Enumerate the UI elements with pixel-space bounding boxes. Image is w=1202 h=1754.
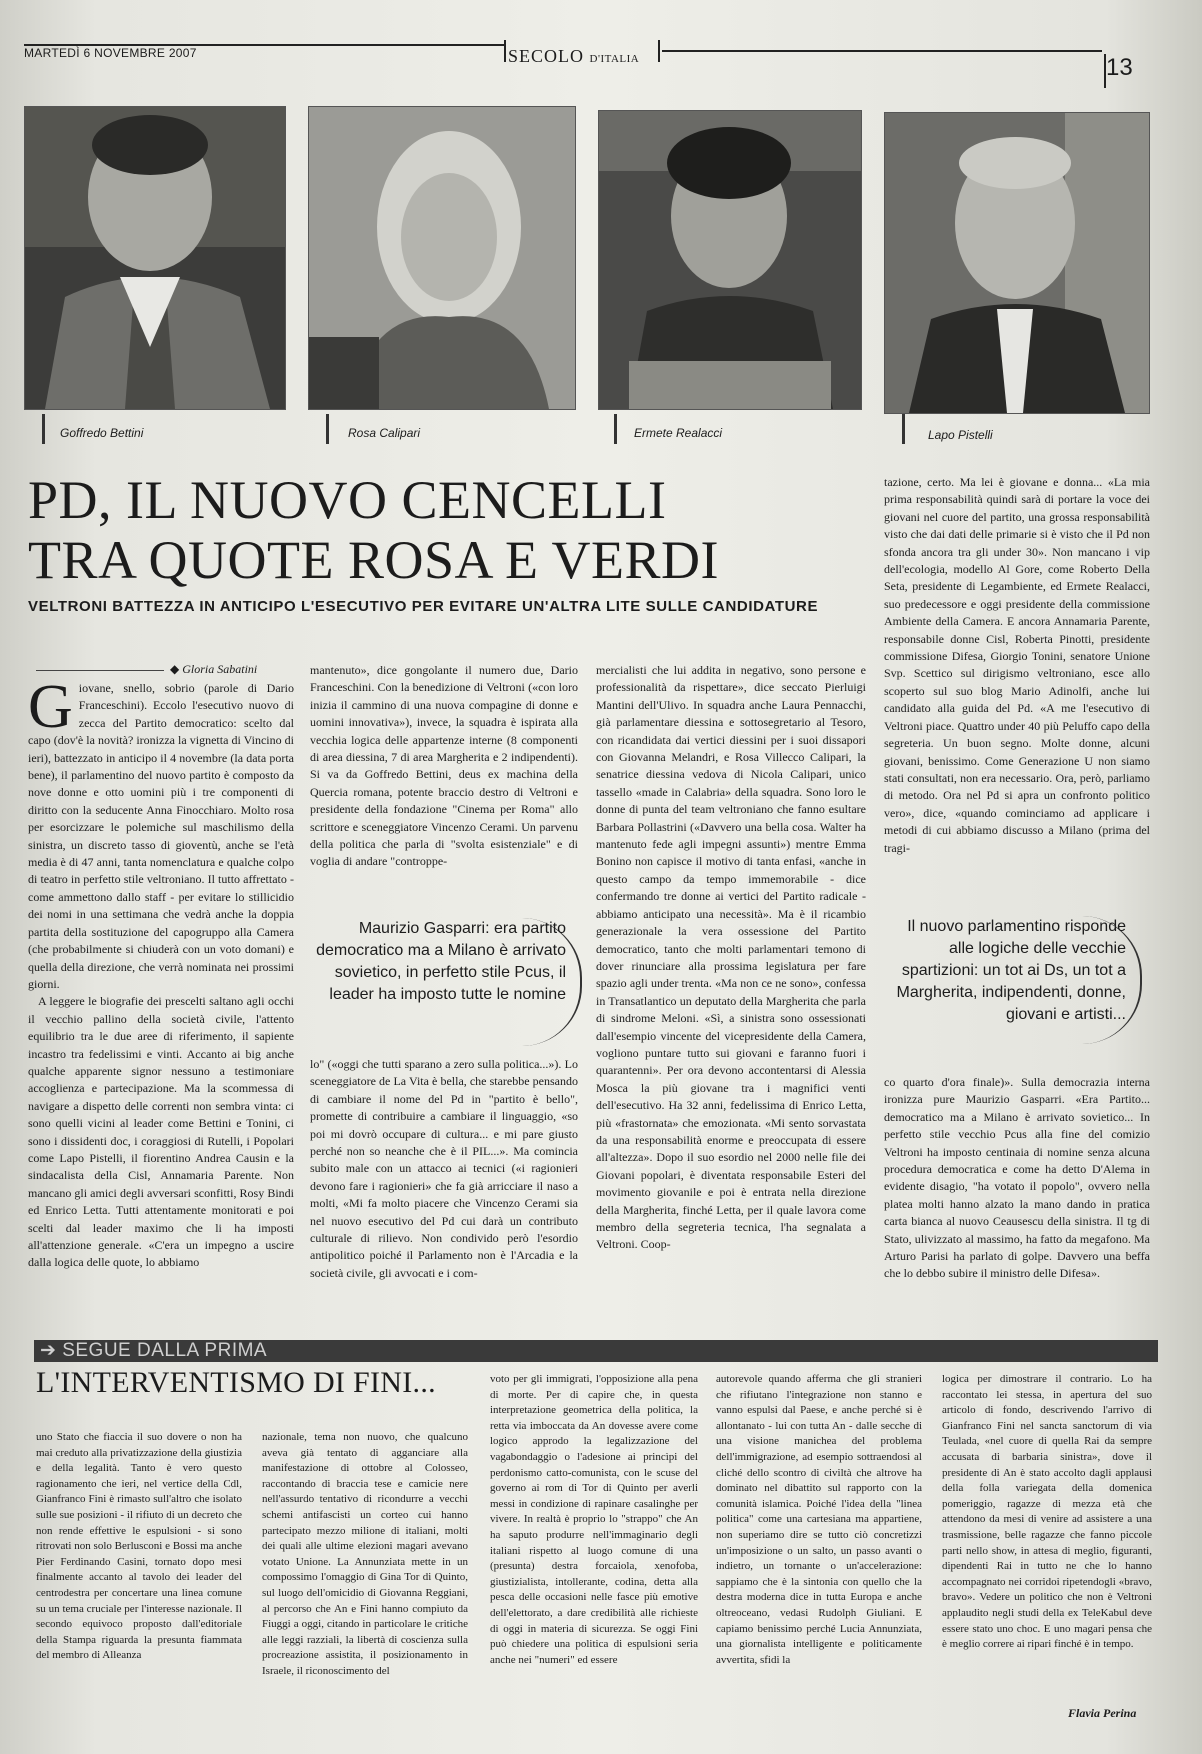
photo-ermete-realacci bbox=[598, 110, 862, 410]
photo-caption: Ermete Realacci bbox=[634, 426, 723, 440]
article-column-2-bottom: lo" («oggi che tutti sparano a zero sulla politica...»). Lo sceneggiatore de La Vita è bella, che starebbe pensando di cambiare il nome del Pd in "partito è bello", promette di contribuire a cambiare il linguaggio, «so poi mi dovrò occupare di cultura... e mi pare giusto perché non so neanche che è il PIL...». Ma comincia subito male con un attacco ai tecnici («i ragionieri devono fare i ragionieri» che fa già arricciare il naso a molti, «Mi fa molto piacere che Vincenzo Cerami sia nel nuovo esecutivo del Pd cui darà un contributo culturale di rilievo. Non condivido però l'esordio antipolitico poiché il Parlamento non è l'Arcadia e la società civile, gli avvocati e i com- bbox=[310, 1057, 578, 1280]
article-column-4-bottom: co quarto d'ora finale)». Sulla democrazia interna ironizza pure Maurizio Gasparri. «Era Partito... democratico ma a Milano è arrivato sovietico... In perfetto stile vecchio Pcus alla fine del comizio Veltroni ha imposto centinaia di nomine senza alcuna procedura democratica e come ha detto D'Alema in evidente disagio, "ha votato il popolo", ovvero nella platea molti hanno alzato la mano dando in pratica carta bianca al nuovo Ceausescu della sinistra. Il tg di Stato, ulivizzato al massimo, ha fatto da megafono. Ma Arturo Parisi ha parlato di golpe. Davvero una beffa che lo debbo subire il ministro delle Difesa». bbox=[884, 1075, 1150, 1281]
headline-line: PD, IL NUOVO CENCELLI bbox=[28, 470, 667, 530]
second-article-column-3: voto per gli immigrati, l'opposizione alla pena di morte. Per di capire che, in questa interpretazione geometrica della politica, la retta via imboccata da An dovesse avere come logico approdo la legalizzazione del vagabondaggio o l'adesione ai princìpi del perdonismo catto-comunista, con le scuse del governo ai rom di Tor di Quinto per averli messi in condizione di rapinare casalinghe per vivere. In realtà è proprio lo "strappo" che An ha saputo produrre nell'immaginario degli italiani rispetto al luogo comune di una (presunta) destra forcaiola, xenofoba, giustizialista, intollerante, codina, detta alla pesca delle occasioni nelle fasce più emotive dell'elettorato, a dare credibilità alle richieste di oggi in materia di sicurezza. Se oggi Fini può chiedere una politica di espulsioni seria anche nei "numeri" ed essere bbox=[490, 1373, 698, 1666]
page-number: 13 bbox=[1106, 54, 1133, 81]
author-name: Gloria Sabatini bbox=[182, 662, 258, 676]
pull-quote-gasparri: Maurizio Gasparri: era partito democratico ma a Milano è arrivato sovietico, in perfetto stile Pcus, il leader ha imposto tutte le nomine bbox=[316, 918, 582, 1046]
portrait-man-icon bbox=[885, 113, 1149, 413]
headline-line: TRA QUOTE ROSA E VERDI bbox=[28, 530, 720, 590]
paper-name bbox=[508, 46, 639, 67]
second-article-column-5: logica per dimostrare il contrario. Lo ha raccontato lei stessa, in apertura del suo articolo di fondo, descrivendo l'arrivo di Gianfranco Fini nel sancta sanctorum di via Teulada, «nel cuore di quella Rai da sempre accusata di barbaria sinistra», dove il presidente di An è stato accolto dagli applausi della folla variegata della domenica pomeriggio, ragazze di mezza età che attendono da mesi di venire ad assistere a una trasmissione, belle ragazze che fanno piccole parti nello show, in attesa di meglio, figuranti, dipendenti Rai in tutto ne che lo hanno accompagnato nei corridoi ripetendogli «bravo, bravo». Vedere un politico che non è Veltroni applaudito negli studi della ex TeleKabul deve essere stato uno choc. E uno magari pensa che è meglio correre ai ripari finché è in tempo. bbox=[942, 1373, 1152, 1651]
second-article-column-4: autorevole quando afferma che gli stranieri che rifiutano l'integrazione non stanno e vanno espulsi dal Paese, e anche perché si è allontanato - lui con tutta An - dalle secche di una visione manichea del problema dell'immigrazione, ad esempio sottraendosi al cliché dello scontro di civiltà che altrove ha dominato nel dibattito sul rapporto con la comunità islamica. Poiché l'idea della "linea politica" come una cartesiana ma appartiene, non superiamo dire se tutto ciò concretizzi un'imposizione o un salto, un passo avanti o indietro, un tornante o un'accelerazione: sappiamo che è la sintonia con quello che la destra moderna dice in tutta Europa e anche oltreoceano, vedasi Rudolph Giuliani. E capiamo benissimo perché Lucia Annunziata, una giornalista intelligente e politicamente avvertita, sfidi la bbox=[716, 1373, 922, 1666]
paragraph: A leggere le biografie dei prescelti saltano agli occhi il vecchio pallino della società civile, l'attento equilibrio tra le due aree di riferimento, il sapiente incastro tra fedelissimi e vinti. Accanto ai big anche qualche apparente signor nessuno a testimoniare accoglienza e partecipazione. Ma la scommessa di navigare a dispetto delle correnti non sembra vinta: ci sono quelli vicini al leader come Bettini e Tonini, ci sono i dissidenti doc, i coraggiosi di Rutelli, i Popolari come Lapo Pistelli, il fiorentino Andrea Causin e la sindacalista della Cisl, Annamaria Parente. Non mancano gli amici degli avversari sconfitti, Rosy Bindi ed Enrico Letta. Tutti attentamente monitorati e poi scelti dal leader maximo che li ha imposti all'attenzione generale. «C'era un impegno a uscire dalla logica delle quote, lo abbiamo bbox=[28, 994, 294, 1270]
drop-cap: G bbox=[28, 680, 73, 741]
masthead-separator bbox=[504, 40, 506, 62]
paragraph: iovane, snello, sobrio (parole di Dario Franceschini). Eccolo l'esecutivo nuovo di zecca del Partito democratico: scelto dal capo (dov'è la novità? ironizza la vignetta di Vincino di ieri), battezzato in anticipo il 4 novembre (la data porta bene), il parlamentino del nuovo partito è composto da nove donne e otto uomini più i tre componenti di diritto con la seducente Anna Finocchiaro. Molto rosa per esorcizzare le polemiche sul maschilismo della sinistra, un discreto tasso di gioventù, anche se l'età media è di 47 anni, tanta nomenclatura e qualche colpo di teatro in perfetto stile veltroniano. Il tutto affrettato - come ammettono dallo staff - per evitare lo stillicidio dei nomi in una settimana che vedrà anche la doppia partita della sostituzione del capogruppo alla Camera (che probabilmente si chiuderà con un voto domani) e quella della direzione, che verrà nominata nei prossimi giorni. bbox=[28, 681, 294, 991]
pull-quote-parlamentino: Il nuovo parlamentino risponde alle logiche delle vecchie spartizioni: un tot ai Ds, un tot a Margherita, indipendenti, donne, giovani e artisti... bbox=[890, 916, 1142, 1044]
kicker-text: SEGUE DALLA PRIMA bbox=[62, 1340, 268, 1361]
article-column-4-top: tazione, certo. Ma lei è giovane e donna... «La mia prima responsabilità quindi sarà di portare la voce dei giovani nel cuore del partito, una grossa responsabilità visto che dai dati delle primarie si è visto che il Pd non sfonda ancora tra gli under 30». Non mancano i vip dell'ecologia, modello Al Gore, come Roberto Della Seta, presidente di Legambiente, ed Ermete Realacci, suo predecessore e oggi presidente della commissione Ambiente della Camera. E ancora Annamaria Parente, responsabile donne Cisl, Roberta Pinotti, presidente commissione Difesa, Giorgio Tonini, senatore Unione Svp. Scettico sul dirigismo veltroniano, esce allo scoperto sul suo blog Mario Adinolfi, anche lui candidato alla guida del Pd. «A me l'esecutivo di Veltroni piace. Quattro under 40 più Peluffo capo della segreteria. Un buon segno. Molte donne, alcuni giovani, benissimo. Come Generazione U non siamo stati consultati, non era necessario. Ora, però, parliamo di metodo. Ora nel Pd si apra un confronto politico vero», dice, «quando cominciamo ad applicare i metodi di cui abbiamo discusso a Milano (prima del tragi- bbox=[884, 475, 1150, 855]
photo-rosa-calipari bbox=[308, 106, 576, 410]
issue-date: MARTEDÌ 6 NOVEMBRE 2007 bbox=[24, 46, 197, 60]
caption-bar bbox=[614, 414, 617, 444]
byline: ◆ Gloria Sabatini bbox=[170, 662, 258, 676]
headline bbox=[28, 470, 719, 590]
segue-kicker bbox=[40, 1339, 267, 1362]
article-column-1 bbox=[28, 680, 294, 1306]
photo-lapo-pistelli bbox=[884, 112, 1150, 414]
portrait-man-icon bbox=[599, 111, 861, 409]
arrow-right-icon: ➔ bbox=[40, 1340, 63, 1361]
masthead-separator bbox=[658, 40, 660, 62]
paper-name-sub: D'ITALIA bbox=[589, 53, 640, 65]
photo-caption: Goffredo Bettini bbox=[60, 426, 144, 440]
author-rule bbox=[36, 670, 164, 671]
subheadline: VELTRONI BATTEZZA IN ANTICIPO L'ESECUTIVO PER EVITARE UN'ALTRA LITE SULLE CANDIDATURE bbox=[28, 598, 819, 615]
second-article-title: L'INTERVENTISMO DI FINI... bbox=[36, 1366, 436, 1399]
second-article-column-1: uno Stato che fiaccia il suo dovere o non ha mai creduto alla privatizzazione della giustizia e della legalità. Tanto è vero questo ragionamento che ieri, nel vertice della Cdl, Gianfranco Fini è rimasto sull'altro che isolato sulle sue posizioni - il rifiuto di un decreto che non rende effettive le espulsioni - si sono ritrovati non solo Berlusconi e Bossi ma anche Pier Ferdinando Casini, tornato dopo mesi finalmente accanto al tavolo dei leader del centrodestra per concertare una linea comune su un tema cruciale per l'interesse nazionale. Il secondo equivoco proposto dall'editoriale della Stampa riguarda la presunta fiammata del membro di Alleanza bbox=[36, 1431, 242, 1662]
article-column-2-top: mantenuto», dice gongolante il numero due, Dario Franceschini. Con la benedizione di Veltroni («con loro inizia il cammino di una nuova compagine di donne e uomini innovativa»), invece, la squadra è ispirata alla vecchia logica delle appartenze interne (8 componenti di area diessina, 7 di area Margherita e 2 indipendenti). Si va da Goffredo Bettini, deus ex machina della Quercia romana, potente braccio destro di Veltroni e presidente della fondazione "Cinema per Roma" allo scrittore e sceneggiatore Vincenzo Cerami. Un parvenu della politica che parla di "svolta esistenziale" e di voglia di andare "controppe- bbox=[310, 663, 578, 869]
article-column-3: mercialisti che lui addita in negativo, sono persone e professionalità da rispettare», dice seccato Pierluigi Mantini dell'Ulivo. In squadra anche Laura Pennacchi, già parlamentare diessina e sottosegretario al Tesoro, con ricandidata dai vertici diessini per i suoi dissapori con Giovanna Melandri, e Rosa Villecco Calipari, la senatrice diessina vedova di Nicola Calipari, unico tassello «made in Calabria» della squadra. Sono loro le donne di punta del team veltroniano che fanno esultare Barbara Pollastrini («Davvero una bella cosa. Walter ha mantenuto fede agli impegni assunti») mentre Emma Bonino non capisce il motivo di tanta enfasi, «anche in questo campo da tempo immemorabile - dice confermando tre donne ai vertici del Partito radicale - abbiamo anticipato una necessità». Ma è il ricambio generazionale la vera ossessione del Partito democratico, tanto che molti parlamentari temono di dover rinunciare alla prossima legislatura per fare spazio agli under trenta. «Ma non ce ne sono», confessa in Transatlantico un deputato della Margherita che parla di sindrome Meloni. «Sì, a sinistra sono ossessionati dall'esempio vincente del vicepresidente della Camera, vogliono puntare tutto sui giovani e faranno fuori i quarantenni». Per ora devono accontentarsi di Alessia Mosca la più giovane tra i magnifici venti dell'esecutivo. Ha 32 anni, fedelissima di Enrico Letta, più «frastornata» che emozionata. «Mi sento sorvastata da una responsabilità enorme e preoccupata di essere all'altezza». Dopo il suo esordio nel 2000 nelle file dei Giovani popolari, è diventata responsabile Esteri del movimento giovanile e poi è entrata nella direzione della Margherita, finché Letta, per il quale lavora come membro della segreteria tecnica, l'ha segnalata a Veltroni. Coop- bbox=[596, 663, 866, 1252]
masthead-rule-right bbox=[662, 50, 1102, 52]
caption-bar bbox=[42, 414, 45, 444]
photo-caption: Lapo Pistelli bbox=[928, 428, 993, 442]
portrait-man-icon bbox=[25, 107, 285, 409]
second-article-signature: Flavia Perina bbox=[1068, 1706, 1137, 1720]
caption-bar bbox=[902, 414, 905, 444]
caption-bar bbox=[326, 414, 329, 444]
portrait-woman-icon bbox=[309, 107, 575, 409]
second-article-column-2: nazionale, tema non nuovo, che qualcuno aveva già tentato di agganciare alla manifestazione di ottobre al Colosseo, raccontando di braccia tese e camicie nere nell'assurdo tentativo di ricondurre a vecchi schemi antifascisti un corteo cui hanno partecipato mezzo milione di italiani, molti dei quali alle ultime elezioni magari avevano votato Unione. La Annunziata mette in un compossimo l'omaggio di Gina Tor di Quinto, sul luogo dell'omicidio di Giovanna Reggiani, al percorso che An e Fini hanno compiuto da Fiuggi a oggi, citando in particolare le critiche alle leggi razziali, la libertà di coscienza sulla procreazione assistita, il posizionamento in Israele, il riconoscimento del bbox=[262, 1431, 468, 1677]
photo-caption: Rosa Calipari bbox=[348, 426, 421, 440]
photo-goffredo-bettini bbox=[24, 106, 286, 410]
paper-name-main: SECOLO bbox=[508, 46, 585, 66]
